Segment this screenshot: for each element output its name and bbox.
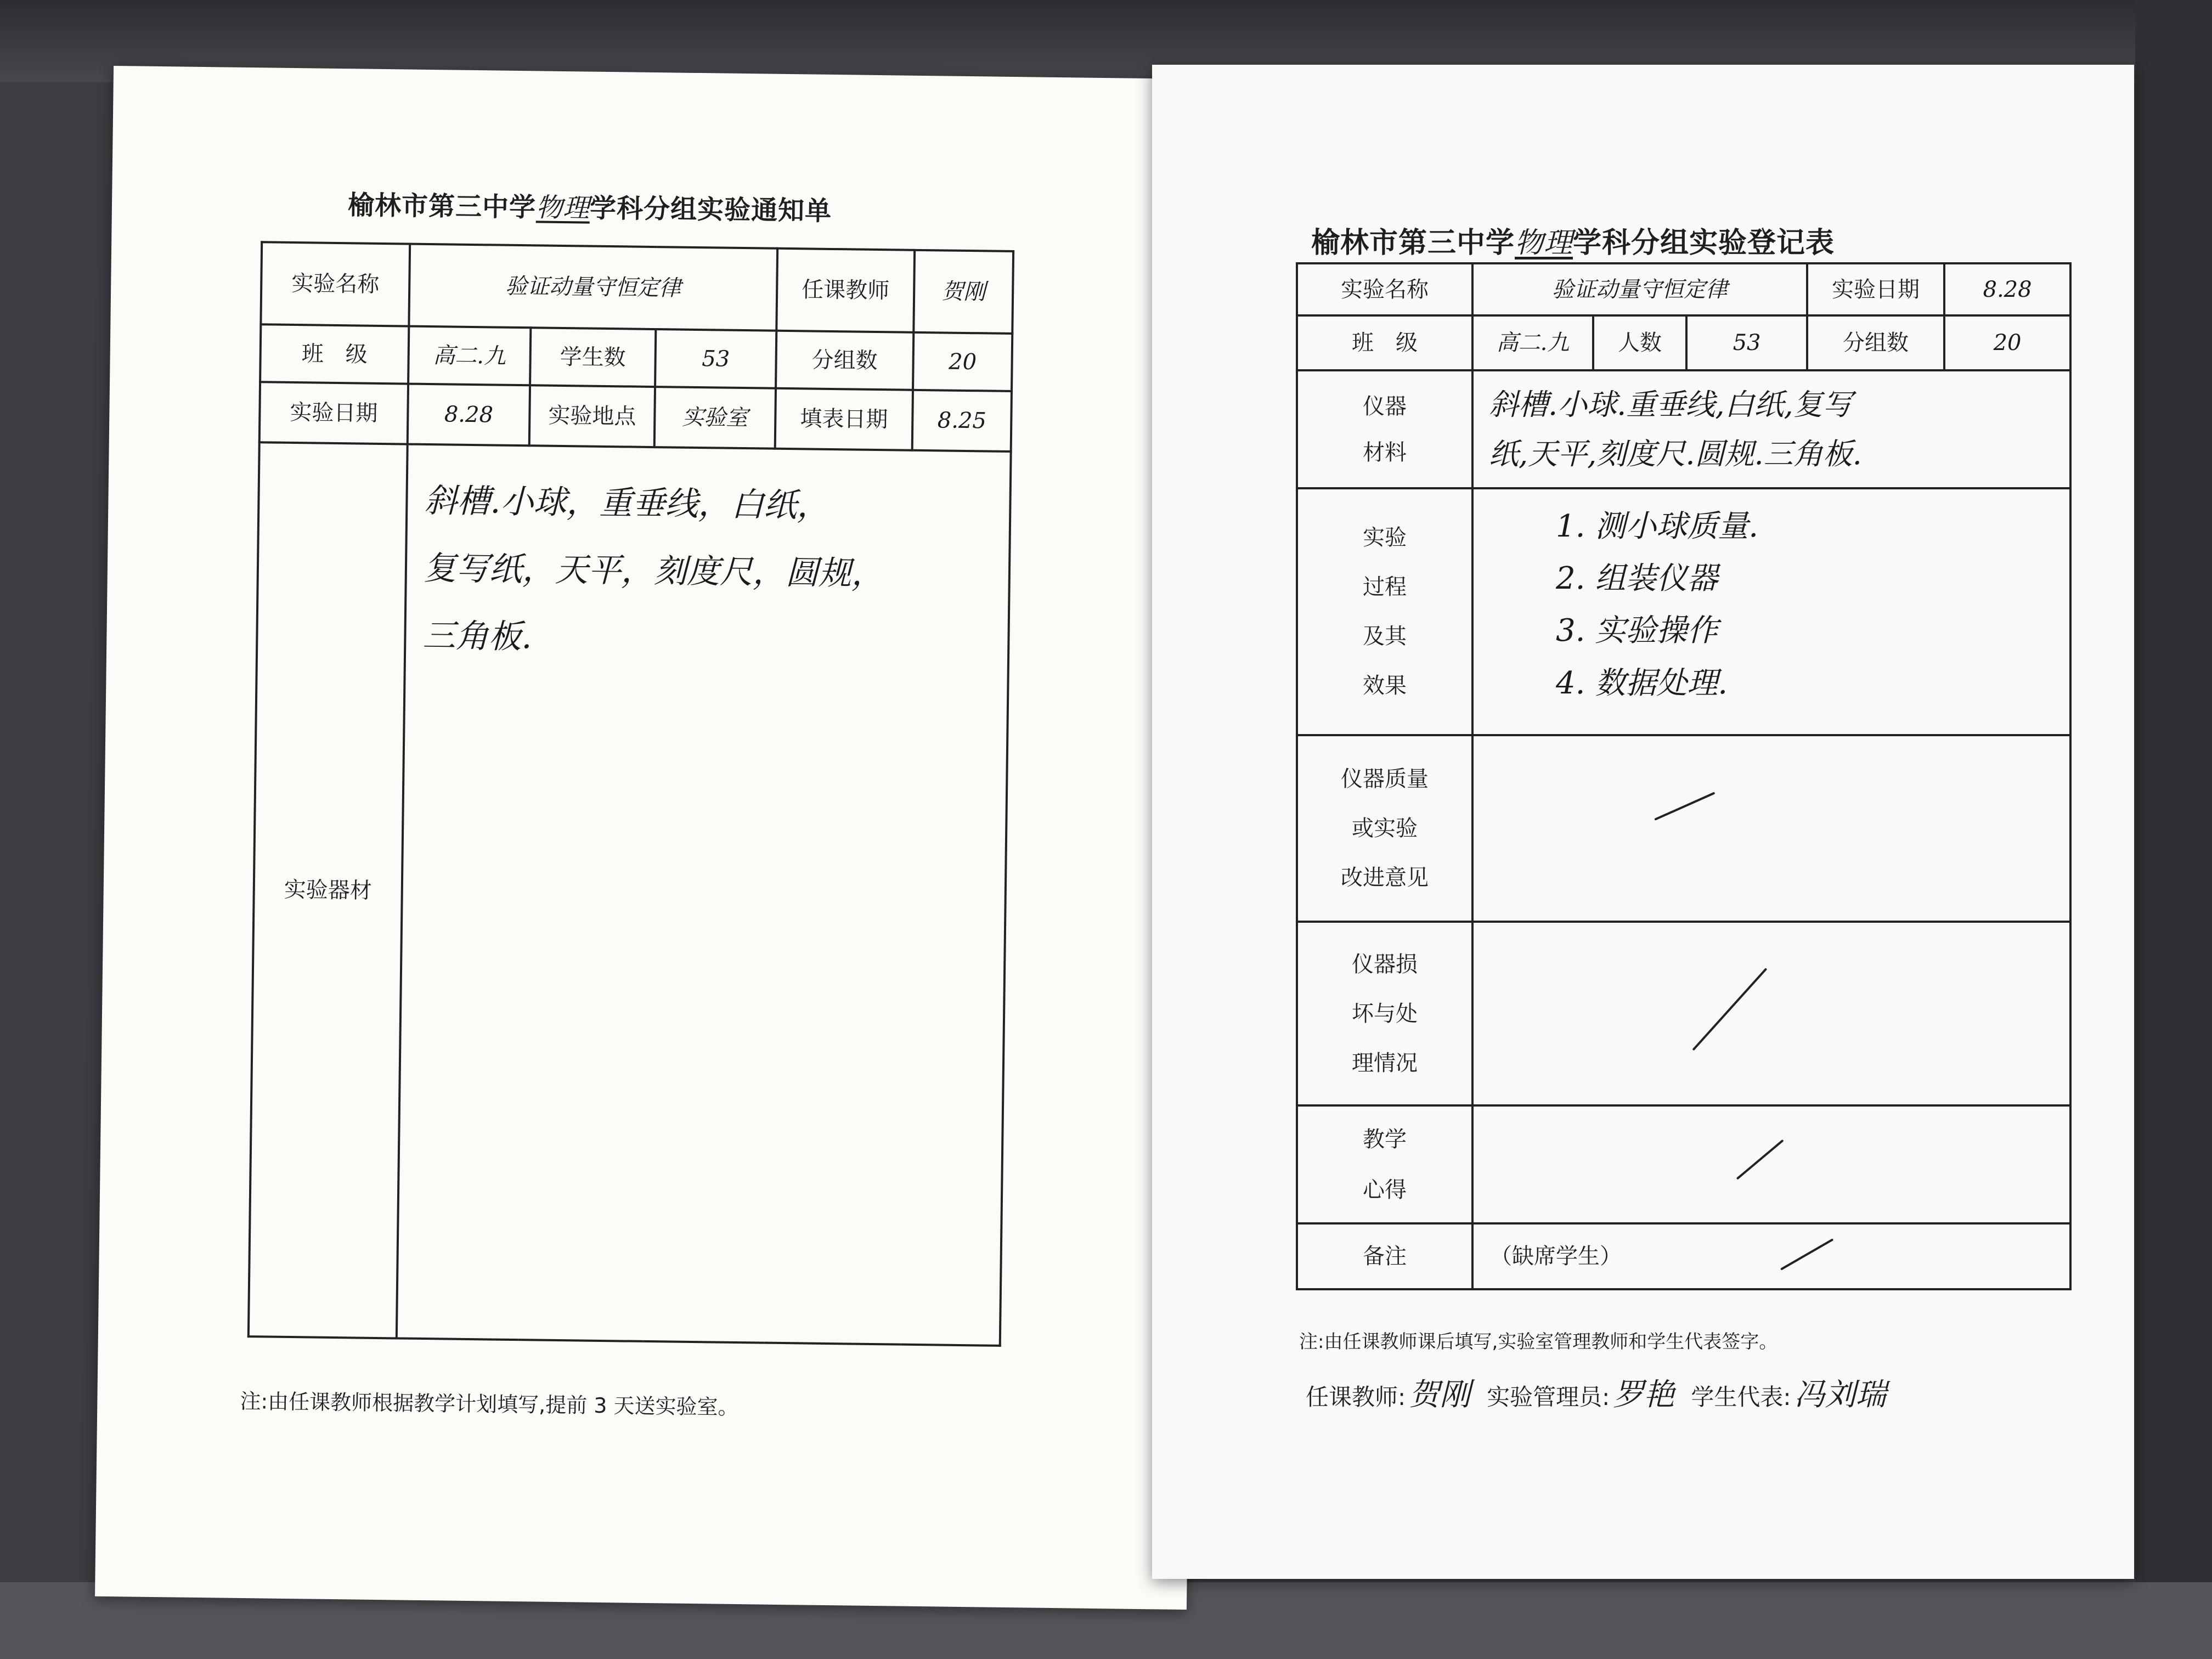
value-equipment: 斜槽.小球，重垂线，白纸， 复写纸，天平，刻度尺，圆规， 三角板.	[422, 481, 885, 657]
label-experiment-date: 实验日期	[259, 382, 408, 444]
row-process	[1297, 488, 2070, 735]
row-class	[260, 324, 1012, 391]
dash-mark	[1780, 1238, 1833, 1270]
process-step: 1. 测小球质量.	[1556, 509, 1759, 544]
value-remarks: （缺席学生）	[1490, 1244, 1622, 1269]
teacher-signature: 贺刚	[1409, 1377, 1471, 1413]
process-step: 4. 数据处理.	[1556, 665, 1728, 701]
registration-sheet	[1152, 65, 2134, 1579]
value-experiment-name: 验证动量守恒定律	[409, 244, 777, 331]
label-experiment-name: 实验名称	[1297, 263, 1472, 315]
damage-cell	[1472, 922, 2070, 1105]
dash-mark	[1692, 968, 1768, 1051]
label-teaching: 教学 心得	[1297, 1105, 1472, 1223]
registration-title	[1311, 219, 1835, 261]
label-quality: 仪器质量 或实验 改进意见	[1297, 735, 1472, 922]
value-teacher: 贺刚	[913, 250, 1013, 334]
label-process: 实验 过程 及其 效果	[1297, 488, 1472, 735]
row-class	[1297, 315, 2070, 370]
row-teaching	[1297, 1105, 2070, 1223]
title-subject: 物理	[535, 192, 590, 224]
value-experiment-name: 验证动量守恒定律	[1472, 263, 1807, 315]
label-teacher: 任课教师	[776, 249, 915, 332]
value-group-count: 20	[1944, 315, 2070, 370]
title-prefix: 榆林市第三中学	[1311, 227, 1515, 259]
dash-mark	[1654, 792, 1715, 820]
row-quality	[1297, 735, 2070, 922]
label-equipment: 实验器材	[249, 442, 408, 1338]
teaching-cell	[1472, 1105, 2070, 1223]
notification-table	[247, 241, 1014, 1347]
manager-signature-label: 实验管理员:	[1487, 1384, 1610, 1410]
label-instruments: 仪器 材料	[1297, 370, 1472, 488]
instruments-cell	[1472, 370, 2070, 488]
row-instruments	[1297, 370, 2070, 488]
notification-title	[348, 184, 832, 228]
label-fill-date: 填表日期	[775, 388, 913, 450]
remarks-cell	[1472, 1223, 2070, 1289]
value-group-count: 20	[913, 332, 1012, 391]
row-date	[259, 382, 1012, 452]
registration-note: 注:由任课教师课后填写,实验室管理教师和学生代表签字。	[1299, 1331, 1778, 1353]
title-suffix: 学科分组实验通知单	[589, 193, 832, 227]
row-remarks	[1297, 1223, 2070, 1289]
value-class: 高二.九	[1472, 315, 1593, 370]
title-suffix: 学科分组实验登记表	[1573, 227, 1835, 259]
process-cell	[1472, 488, 2070, 735]
label-class: 班 级	[260, 324, 409, 383]
manager-signature: 罗艳	[1613, 1377, 1675, 1413]
signature-row	[1306, 1370, 1903, 1414]
value-class: 高二.九	[408, 326, 531, 386]
label-people-count: 人数	[1593, 315, 1686, 370]
label-experiment-date: 实验日期	[1807, 263, 1944, 315]
process-step: 2. 组装仪器	[1556, 561, 1718, 597]
value-people-count: 53	[1686, 315, 1807, 370]
label-experiment-name: 实验名称	[261, 242, 410, 326]
registration-table	[1296, 262, 2072, 1290]
notification-note: 注:由任课教师根据教学计划填写,提前 3 天送实验室。	[240, 1389, 739, 1420]
value-experiment-date: 8.28	[408, 384, 530, 446]
label-location: 实验地点	[529, 385, 655, 447]
value-student-count: 53	[655, 329, 776, 388]
label-student-count: 学生数	[530, 328, 656, 387]
label-group-count: 分组数	[776, 331, 913, 390]
teacher-signature-label: 任课教师:	[1306, 1384, 1406, 1410]
title-subject: 物理	[1515, 227, 1573, 259]
value-instruments: 斜槽.小球.重垂线,白纸,复写 纸,天平,刻度尺.圆规.三角板.	[1489, 387, 1862, 471]
label-damage: 仪器损 坏与处 理情况	[1297, 922, 1472, 1105]
value-location: 实验室	[654, 387, 776, 449]
row-experiment-name	[261, 242, 1013, 334]
title-prefix: 榆林市第三中学	[347, 190, 537, 223]
value-fill-date: 8.25	[912, 390, 1012, 452]
label-class: 班 级	[1297, 315, 1472, 370]
student-signature-label: 学生代表:	[1691, 1384, 1791, 1410]
notification-sheet	[95, 66, 1205, 1610]
row-experiment-name	[1297, 263, 2070, 315]
label-remarks: 备注	[1297, 1223, 1472, 1289]
equipment-cell	[397, 444, 1011, 1346]
process-step: 3. 实验操作	[1556, 613, 1718, 649]
quality-cell	[1472, 735, 2070, 922]
label-group-count: 分组数	[1807, 315, 1944, 370]
row-damage	[1297, 922, 2070, 1105]
row-equipment	[249, 442, 1011, 1346]
desk-background-right	[2135, 0, 2212, 1659]
dash-mark	[1736, 1139, 1784, 1180]
student-signature: 冯刘瑞	[1794, 1377, 1887, 1413]
value-experiment-date: 8.28	[1944, 263, 2070, 315]
